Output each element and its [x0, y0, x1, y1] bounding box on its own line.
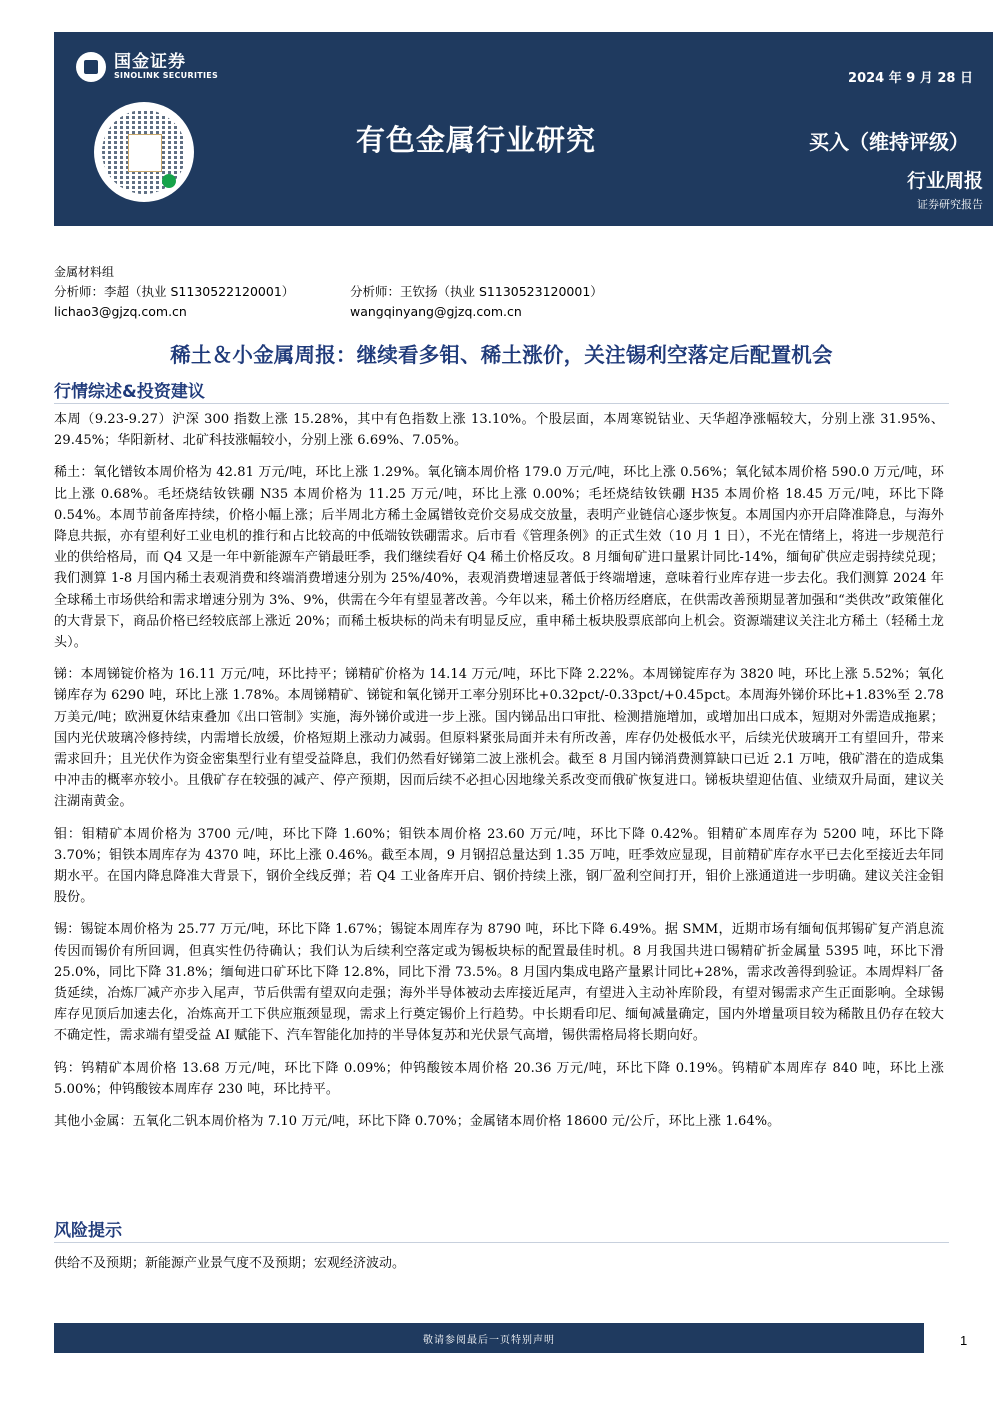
- section-divider: [54, 1242, 949, 1243]
- page-number: 1: [960, 1333, 968, 1348]
- footer-disclaimer: 敬请参阅最后一页特别声明: [423, 1334, 555, 1346]
- logo-mark-icon: [76, 52, 106, 82]
- body-text: [54, 409, 944, 1143]
- section-divider: [54, 403, 949, 404]
- report-header: [54, 32, 993, 226]
- paragraph-market: 本周（9.23-9.27）沪深 300 指数上涨 15.28%，其中有色指数上涨 13.10%。个股层面，本周寒锐钴业、天华超净涨幅较大，分别上涨 31.95%、29.45%；华阳新材、北矿科技涨幅较小，分别上涨 6.69%、7.05%。: [54, 412, 944, 449]
- paragraph-molybdenum: 钼：钼精矿本周价格为 3700 元/吨，环比下降 1.60%；钼铁本周价格 23.60 万元/吨，环比下降 0.42%。钼精矿本周库存为 5200 吨，环比下降 3.70%；钼铁本周库存为 4370 吨，环比上涨 0.46%。截至本周，9 月钢招总量达到 1.35 万吨，旺季效应显现，目前精矿库存水平已去化至接近去年同期水平。在国内降息降准大背景下，钢价全线反弹；若 Q4 工业备库开启、钢价持续上涨，钢厂盈利空间打开，钼价上涨通道进一步明确。建议关注金钼股份。: [54, 826, 944, 906]
- analyst-1-email[interactable]: lichao3@gjzq.com.cn: [54, 304, 187, 319]
- report-title: 稀土＆小金属周报：继续看多钼、稀土涨价，关注锡利空落定后配置机会: [170, 343, 833, 367]
- report-kind: 证券研究报告: [917, 198, 983, 211]
- paragraph-antimony: 锑：本周锑锭价格为 16.11 万元/吨，环比持平；锑精矿价格为 14.14 万元/吨，环比下降 2.22%。本周锑锭库存为 3820 吨，环比上涨 5.52%；氧化锑库存为 6290 吨，环比上涨 1.78%。本周锑精矿、锑锭和氧化锑开工率分别环比+0.32pct/-0.33pct/+0.45pct。本周海外锑价环比+1.83%至 2.78 万美元/吨；欧洲夏休结束叠加《出口管制》实施，海外锑价或进一步上涨。国内锑品出口审批、检测措施增加，或增加出口成本，短期对外需造成拖累；国内光伏玻璃冷修持续，内需增长放缓，价格短期上涨动力减弱。但原料紧张局面并未有所改善，库存仍处极低水平，后续光伏玻璃开工有望回升，带来需求回升；且光伏作为资金密集型行业有望受益降息，我们仍然看好锑第二波上涨机会。截至 8 月国内锑消费测算缺口已近 2.1 万吨，俄矿潜在的造成集中冲击的概率亦较小。且俄矿存在较强的减产、停产预期，因而后续不必担心因地缘关系改变而俄矿恢复进口。锑板块望迎估值、业绩双升局面，建议关注湖南黄金。: [54, 667, 944, 810]
- qr-code-icon: [94, 102, 194, 202]
- section-heading-risk: 风险提示: [54, 1221, 122, 1241]
- paragraph-tungsten: 钨：钨精矿本周价格 13.68 万元/吨，环比下降 0.09%；仲钨酸铵本周价格 20.36 万元/吨，环比下降 0.19%。钨精矿本周库存 840 吨，环比上涨 5.00%；仲钨酸铵本周库存 230 吨，环比持平。: [54, 1060, 944, 1097]
- footer-bar: [54, 1323, 924, 1353]
- analyst-1: 分析师：李超（执业 S1130522120001）: [54, 284, 295, 299]
- industry-title: 有色金属行业研究: [356, 123, 597, 157]
- team-name: 金属材料组: [54, 265, 115, 279]
- analyst-2: 分析师：王钦扬（执业 S1130523120001）: [350, 284, 603, 299]
- logo-name-en: SINOLINK SECURITIES: [114, 70, 219, 80]
- report-type: 行业周报: [906, 170, 983, 192]
- logo-name-cn: 国金证券: [114, 51, 186, 72]
- analyst-block: [54, 262, 603, 322]
- company-logo: [76, 52, 218, 82]
- rating-label: 买入（维持评级）: [809, 130, 969, 154]
- wechat-icon: [162, 174, 176, 188]
- risk-text: 供给不及预期；新能源产业景气度不及预期；宏观经济波动。: [54, 1256, 406, 1271]
- analyst-2-email[interactable]: wangqinyang@gjzq.com.cn: [350, 304, 522, 319]
- paragraph-other-metals: 其他小金属：五氧化二钒本周价格为 7.10 万元/吨，环比下降 0.70%；金属锗本周价格 18600 元/公斤，环比上涨 1.64%。: [54, 1114, 781, 1130]
- paragraph-rare-earth: 稀土：氧化镨钕本周价格为 42.81 万元/吨，环比上涨 1.29%。氧化镝本周价格 179.0 万元/吨，环比上涨 0.56%；氧化铽本周价格 590.0 万元/吨，环比上涨 0.68%。毛坯烧结钕铁硼 N35 本周价格为 11.25 万元/吨，环比上涨 0.00%；毛坯烧结钕铁硼 H35 本周价格 18.45 万元/吨，环比下降 0.54%。本周节前备库持续，价格小幅上涨；后半周北方稀土金属镨钕竞价交易成交放量，表明产业链信心逐步恢复。本周国内亦开启降准降息，与海外降息共振，亦有望利好工业电机的推行和占比较高的中低端钕铁硼需求。后市看《管理条例》的正式生效（10 月 1 日），不光在情绪上，将进一步规范行业的供给格局，而 Q4 又是一年中新能源车产销最旺季，我们继续看好 Q4 稀土价格反攻。8 月缅甸矿进口量累计同比-14%，缅甸矿供应走弱持续兑现；我们测算 1-8 月国内稀土表观消费和终端消费增速分别为 25%/40%，表观消费增速显著低于终端增速，意味着行业库存进一步去化。我们测算 2024 年全球稀土市场供给和需求增速分别为 3%、9%，供需在今年有望显著改善。今年以来，稀土价格历经磨底，在供需改善预期显著加强和“类供改”政策催化的大背景下，商品价格已经较底部上涨近 20%；而稀土板块标的尚未有明显反应，重申稀土板块股票底部向上机会。资源端建议关注北方稀土（轻稀土龙头）。: [54, 465, 944, 651]
- paragraph-tin: 锡：锡锭本周价格为 25.77 万元/吨，环比下降 1.67%；锡锭本周库存为 8790 吨，环比下降 6.49%。据 SMM，近期市场有缅甸佤邦锡矿复产消息流传因而锡价有所回调，但真实性仍待确认；我们认为后续利空落定或为锡板块标的配置最佳时机。8 月我国共进口锡精矿折金属量 5395 吨，环比下滑 25.0%，同比下降 31.8%；缅甸进口矿环比下降 12.8%，同比下滑 73.5%。8 月国内集成电路产量累计同比+28%，需求改善得到验证。本周焊料厂备货延续，冶炼厂减产亦步入尾声，节后供需有望双向走强；海外半导体被动去库接近尾声，有望进入主动补库阶段，有望对锡需求产生正面影响。全球锡库存见顶后加速去化，冶炼高开工下供应瓶颈显现，需求上行奠定锡价上行趋势。中长期看印尼、缅甸减量确定，国内外增量项目较为稀散且仍存在较大不确定性，需求端有望受益 AI 赋能下、汽车智能化加持的半导体复苏和光伏景气高增，锡供需格局将长期向好。: [54, 922, 944, 1044]
- report-date: 2024 年 9 月 28 日: [848, 71, 973, 86]
- section-heading-summary: 行情综述&投资建议: [54, 382, 205, 402]
